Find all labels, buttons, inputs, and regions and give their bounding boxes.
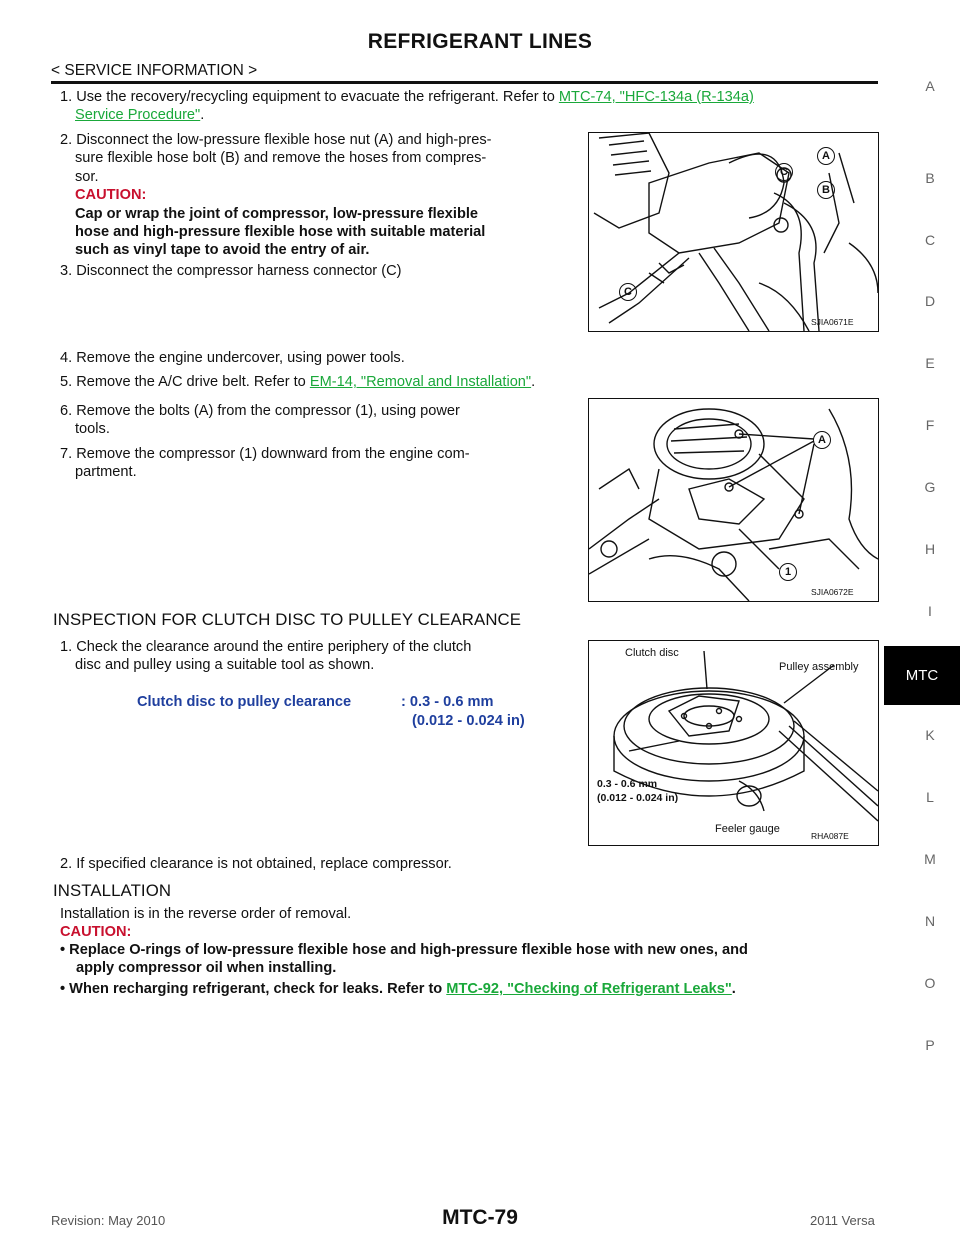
side-index-a[interactable]: A xyxy=(925,78,935,94)
figure-code: RHA087E xyxy=(811,831,849,841)
footer-model: 2011 Versa xyxy=(810,1213,875,1228)
side-index-b[interactable]: B xyxy=(925,170,935,186)
side-index-k[interactable]: K xyxy=(925,727,935,743)
compressor-illustration xyxy=(589,399,878,601)
spec-label: Clutch disc to pulley clearance xyxy=(137,694,352,710)
side-index-i[interactable]: I xyxy=(928,603,932,619)
link-em-14[interactable]: EM-14, "Removal and Installation" xyxy=(309,374,532,390)
spec-value-in: (0.012 - 0.024 in) xyxy=(412,713,525,729)
step-6: 6. Remove the bolts (A) from the compressor (1), using power tools. xyxy=(60,403,460,438)
installation-caution-label: CAUTION: xyxy=(60,924,132,940)
side-index-mtc-tab[interactable]: MTC xyxy=(884,646,960,705)
section-subtitle: < SERVICE INFORMATION > xyxy=(51,62,258,79)
step-2: 2. Disconnect the low-pressure flexible hose nut (A) and high-pres- sure flexible hose bolt (B) and remove the hoses from compres- sor. CAUTION: Cap or wrap the joint of compressor, low-pressure flexible hose and high-pressure flexible hose with suitable material such as vinyl tape to avoid the entry of air. xyxy=(60,131,580,260)
inspection-step-1: 1. Check the clearance around the entire periphery of the clutch disc and pulley using a suitable tool as shown. xyxy=(60,639,472,674)
side-index-p[interactable]: P xyxy=(925,1037,935,1053)
link-mtc-92[interactable]: MTC-92, "Checking of Refrigerant Leaks" xyxy=(446,981,732,997)
link-mtc-74[interactable]: MTC-74, "HFC-134a (R-134a) xyxy=(558,89,754,105)
inspection-heading: INSPECTION FOR CLUTCH DISC TO PULLEY CLEARANCE xyxy=(53,610,522,629)
page-number: MTC-79 xyxy=(442,1206,518,1229)
header-rule xyxy=(51,81,878,84)
label-clutch-disc: Clutch disc xyxy=(625,647,679,659)
callout-a: A xyxy=(817,147,835,165)
side-index-m[interactable]: M xyxy=(924,851,936,867)
installation-bullet-1: • Replace O-rings of low-pressure flexible hose and high-pressure flexible hose with new ones, and apply compressor oil when installing. xyxy=(60,942,748,977)
figure-clutch-clearance xyxy=(588,640,879,846)
inspection-step-2: 2. If specified clearance is not obtained, replace compressor. xyxy=(60,856,452,872)
installation-bullet-2: • When recharging refrigerant, check for leaks. Refer to MTC-92, "Checking of Refrigerant Leaks". xyxy=(60,981,736,997)
label-pulley-assembly: Pulley assembly xyxy=(779,661,859,673)
side-index-n[interactable]: N xyxy=(924,913,936,929)
hose-connection-illustration xyxy=(589,133,878,331)
side-index-f[interactable]: F xyxy=(925,417,935,433)
callout-b: B xyxy=(817,181,835,199)
callout-c-lower: C xyxy=(619,283,637,301)
step-3: 3. Disconnect the compressor harness connector (C) xyxy=(60,263,402,279)
step-7: 7. Remove the compressor (1) downward from the engine com- partment. xyxy=(60,446,470,481)
side-index-g[interactable]: G xyxy=(924,479,936,495)
spec-value-mm: : 0.3 - 0.6 mm xyxy=(401,694,494,710)
page-title: REFRIGERANT LINES xyxy=(367,30,593,53)
installation-heading: INSTALLATION xyxy=(53,881,172,900)
caution-label: CAUTION: xyxy=(75,187,147,204)
side-index-d[interactable]: D xyxy=(924,293,936,309)
callout-1: 1 xyxy=(779,563,797,581)
label-feeler-gauge: Feeler gauge xyxy=(715,823,780,835)
figure-hose-connections xyxy=(588,132,879,332)
side-index-h[interactable]: H xyxy=(924,541,936,557)
installation-intro: Installation is in the reverse order of removal. xyxy=(60,906,352,922)
step-5: 5. Remove the A/C drive belt. Refer to EM-14, "Removal and Installation". xyxy=(60,374,536,390)
callout-a: A xyxy=(813,431,831,449)
label-clearance-mm: 0.3 - 0.6 mm xyxy=(597,778,658,790)
callout-c-upper: C xyxy=(775,163,793,181)
step-4: 4. Remove the engine undercover, using power tools. xyxy=(60,350,405,366)
side-index-c[interactable]: C xyxy=(924,232,936,248)
side-index-l[interactable]: L xyxy=(926,789,934,805)
side-index-e[interactable]: E xyxy=(925,355,935,371)
side-index-o[interactable]: O xyxy=(924,975,936,991)
label-clearance-in: (0.012 - 0.024 in) xyxy=(597,792,679,804)
link-mtc-74-cont[interactable]: Service Procedure" xyxy=(75,107,201,123)
footer-revision: Revision: May 2010 xyxy=(51,1213,166,1228)
step-1-cont: Service Procedure". xyxy=(75,107,205,123)
figure-code: SJIA0671E xyxy=(811,317,854,327)
figure-code: SJIA0672E xyxy=(811,587,854,597)
step-1: 1. Use the recovery/recycling equipment to evacuate the refrigerant. Refer to MTC-74, "HFC-134a (R-134a) xyxy=(60,89,754,105)
figure-compressor-bolts xyxy=(588,398,879,602)
